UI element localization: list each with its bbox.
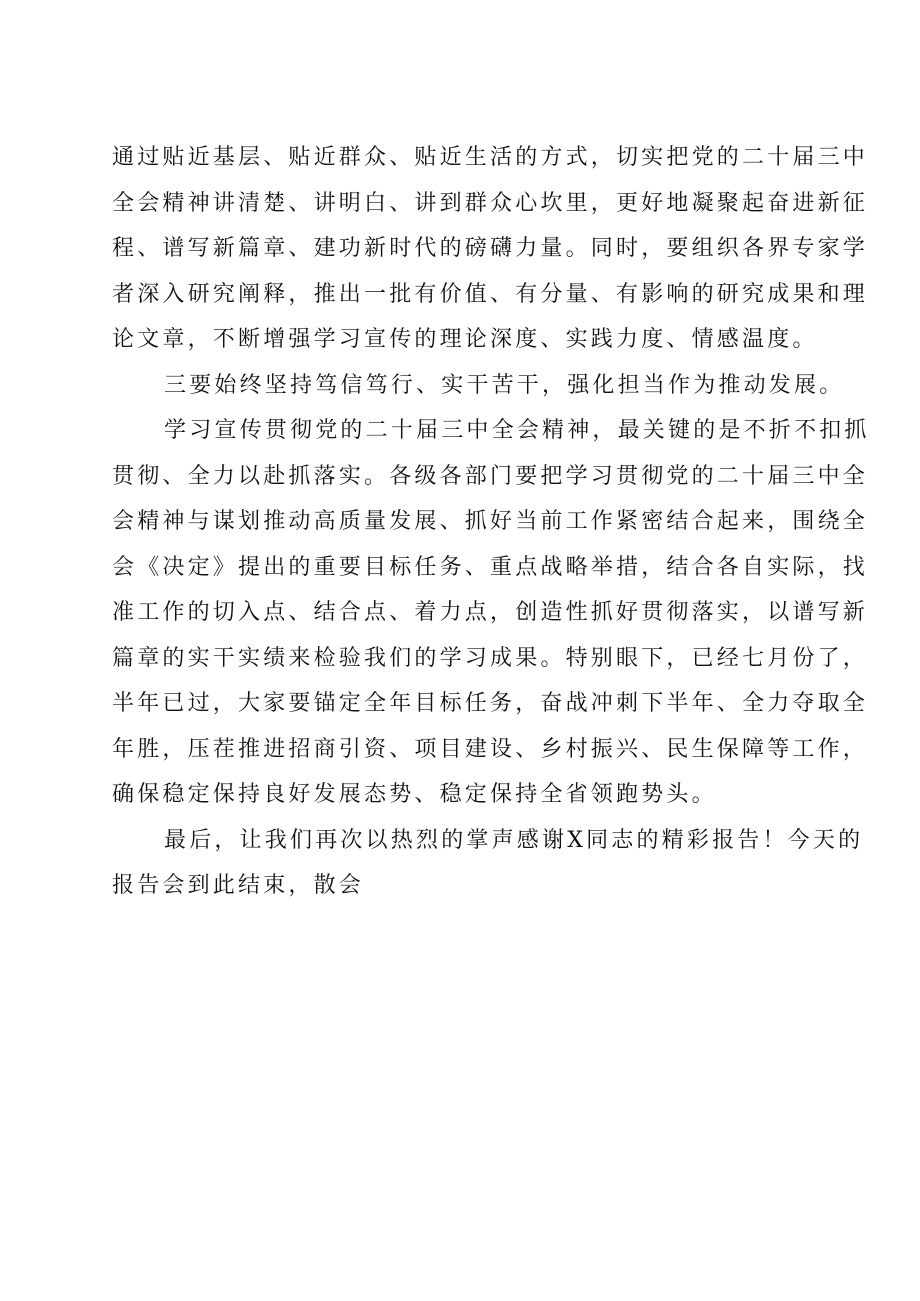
text-line: 程、谱写新篇章、建功新时代的磅礴力量。同时，要组织各界专家学 — [112, 236, 869, 261]
text-line: 贯彻、全力以赴抓落实。各级各部门要把学习贯彻党的二十届三中全 — [112, 463, 869, 489]
text-line: 会精神与谋划推动高质量发展、抓好当前工作紧密结合起来，围绕全 — [112, 509, 869, 534]
text-line: 篇章的实干实绩来检验我们的学习成果。特别眼下，已经七月份了， — [112, 645, 869, 671]
closing-paragraph-start: 最后，让我们再次以热烈的掌声感谢X同志的精彩报告！今天的 — [164, 827, 864, 853]
text-line: 准工作的切入点、结合点、着力点，创造性抓好贯彻落实，以谱写新 — [112, 600, 869, 625]
paragraph-start: 学习宣传贯彻党的二十届三中全会精神，最关键的是不折不扣抓 — [164, 418, 870, 443]
text-line: 会《决定》提出的重要目标任务、重点战略举措，结合各自实际，找 — [112, 554, 869, 580]
text-line: 者深入研究阐释，推出一批有价值、有分量、有影响的研究成果和理 — [112, 281, 869, 307]
text-line: 通过贴近基层、贴近群众、贴近生活的方式，切实把党的二十届三中 — [112, 145, 869, 170]
text-line: 报告会到此结束，散会 — [112, 873, 365, 898]
text-line: 半年已过，大家要锚定全年目标任务，奋战冲刺下半年、全力夺取全 — [112, 691, 869, 716]
section-heading-three: 三要始终坚持笃信笃行、实干苦干，强化担当作为推动发展。 — [164, 372, 845, 398]
document-body — [112, 135, 870, 909]
text-line: 全会精神讲清楚、讲明白、讲到群众心坎里，更好地凝聚起奋进新征 — [112, 190, 869, 216]
text-line: 论文章，不断增强学习宣传的理论深度、实践力度、情感温度。 — [112, 327, 818, 352]
text-line: 确保稳定保持良好发展态势、稳定保持全省领跑势头。 — [112, 782, 717, 807]
text-line: 年胜，压茬推进招商引资、项目建设、乡村振兴、民生保障等工作， — [112, 736, 869, 762]
